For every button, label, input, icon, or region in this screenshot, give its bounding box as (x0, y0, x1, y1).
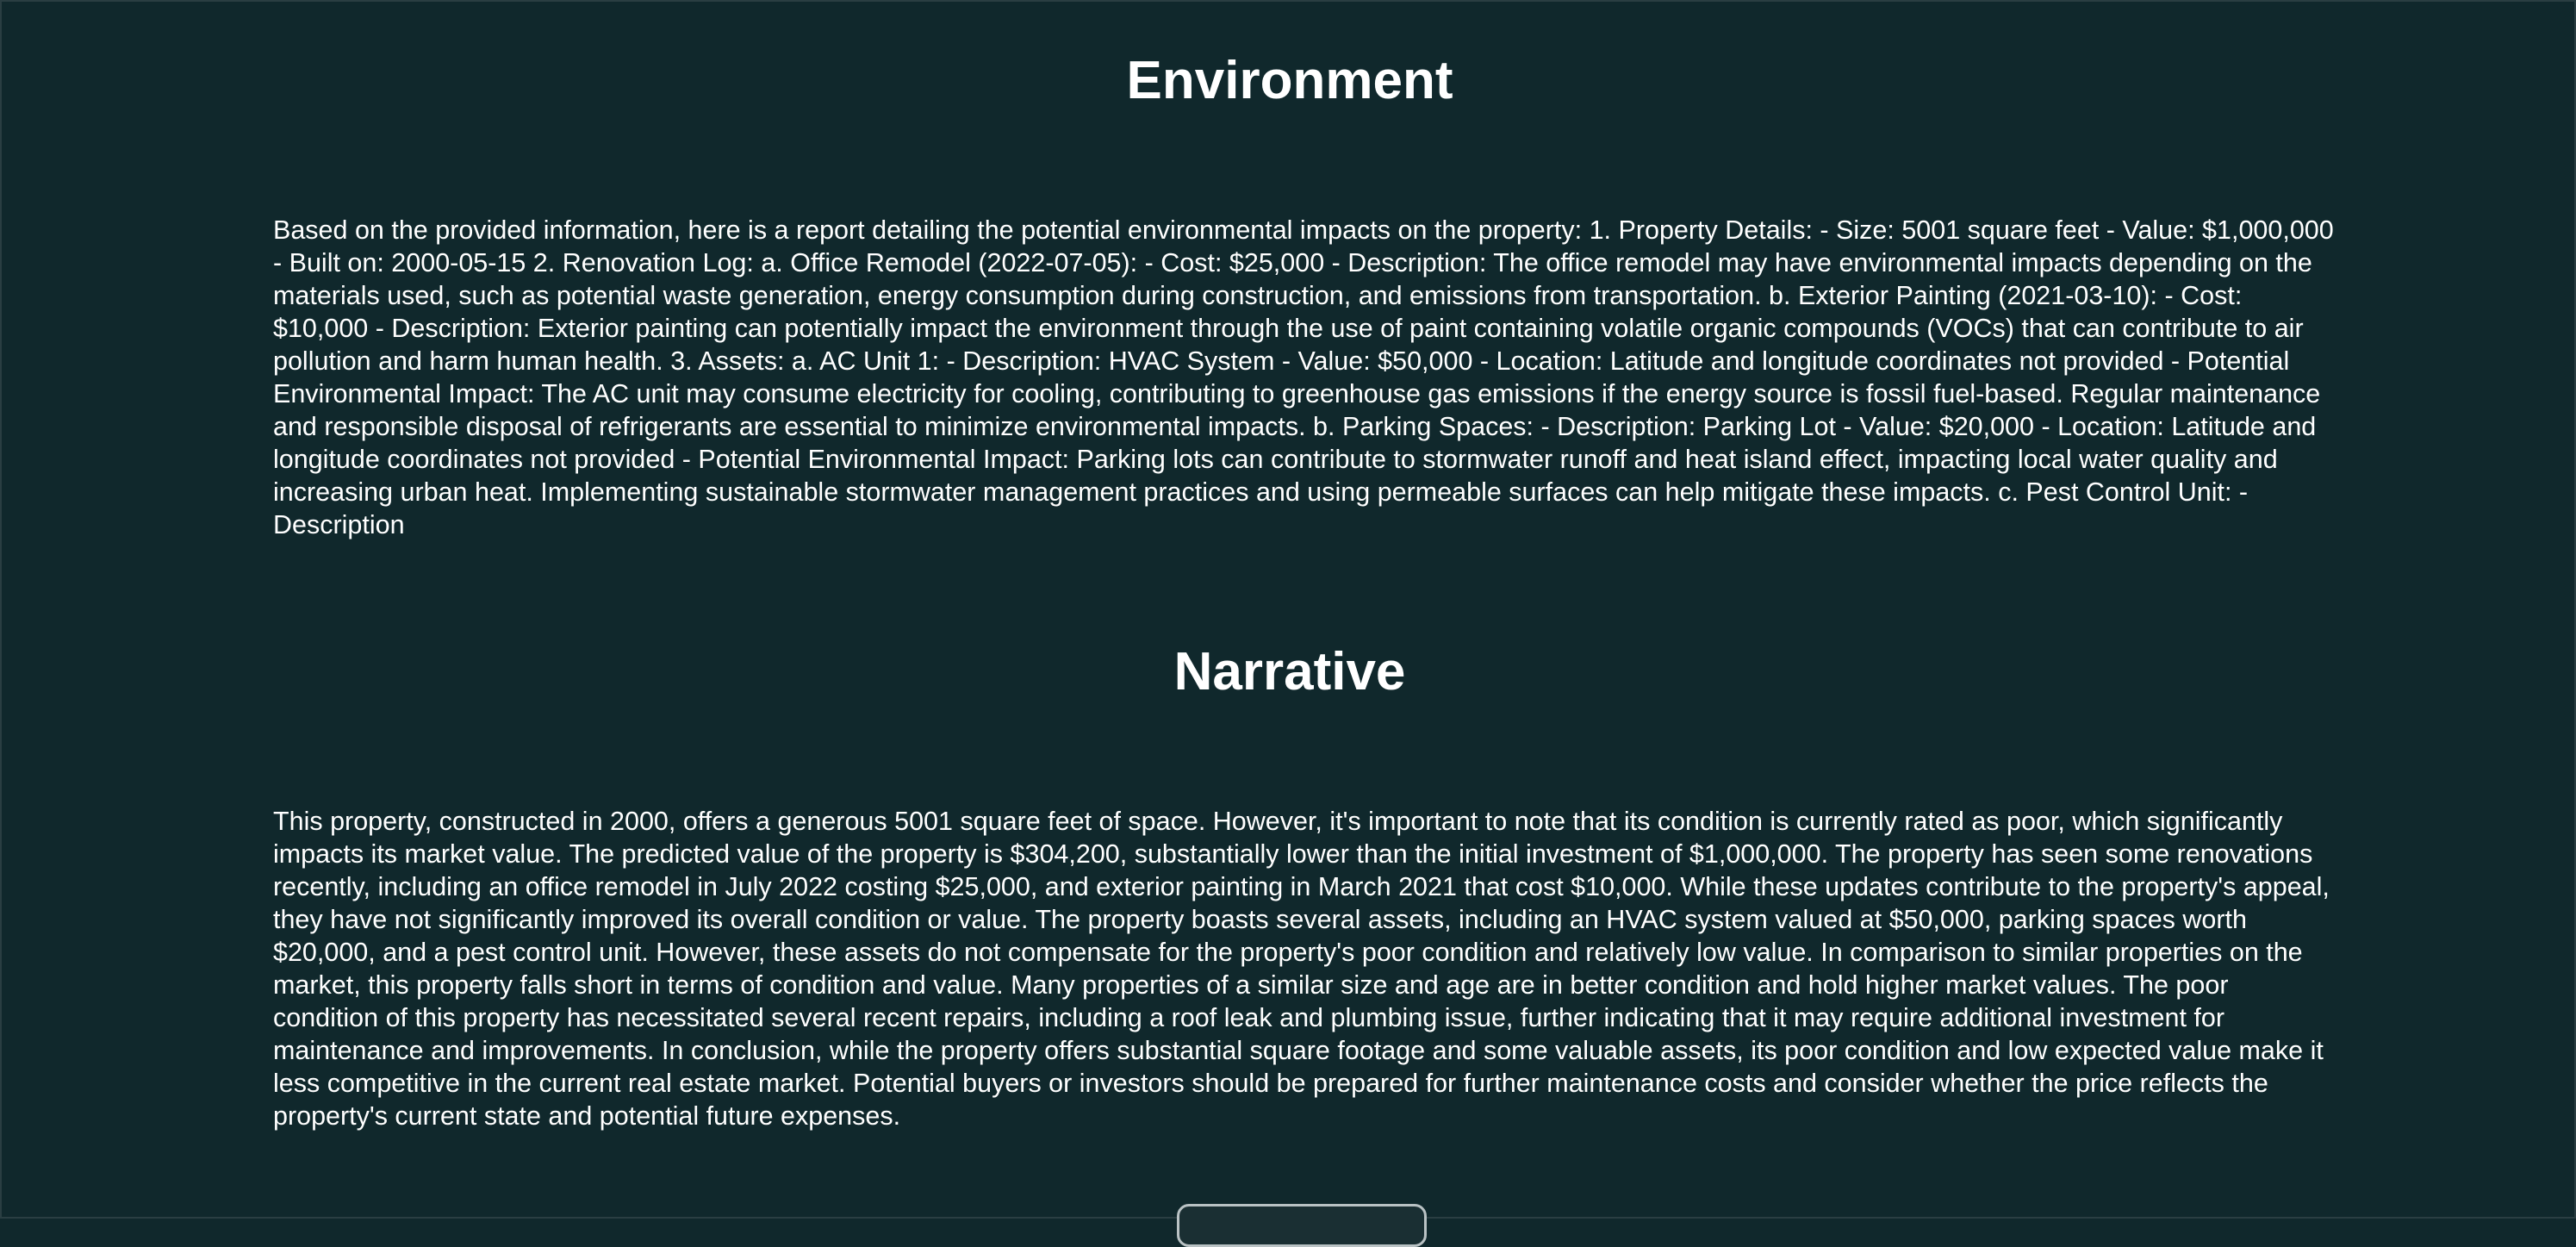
narrative-text: This property, constructed in 2000, offers a generous 5001 square feet of space. However, it's important to note that its condition is currently rated as poor, which significantly impacts its market value. The predicted value of the property is $304,200, substantially lower than the initial investment of $1,000,000. The property has seen some renovations recently, including an office remodel in July 2022 costing $25,000, and exterior painting in March 2021 that cost $10,000. While these updates contribute to the property's appeal, they have not significantly improved its overall condition or value. The property boasts several assets, including an HVAC system valued at $50,000, parking spaces worth $20,000, and a pest control unit. However, these assets do not compensate for the property's poor condition and relatively low value. In comparison to similar properties on the market, this property falls short in terms of condition and value. Many properties of a similar size and age are in better condition and hold higher market values. The poor condition of this property has necessitated several recent repairs, including a roof leak and plumbing issue, further indicating that it may require additional investment for maintenance and improvements. In conclusion, while the property offers substantial square footage and some valuable assets, its poor condition and low expected value make it less competitive in the current real estate market. Potential buyers or investors should be prepared for further maintenance costs and consider whether the price reflects the property's current state and potential future expenses. (273, 807, 2330, 1131)
narrative-title: Narrative (1173, 642, 1406, 701)
partially-visible-button[interactable] (1177, 1204, 1427, 1247)
environment-title: Environment (1126, 51, 1453, 110)
environment-report-text: Based on the provided information, here is a report detailing the potential environmental impacts on the property: 1. Property Details: - Size: 5001 square feet - Value: $1,000,000 - Built on: 2000-05-15 2. Renovation Log: a. Office Remodel (2022-07-05): - Cost: $25,000 - Description: The office remodel may have environmental impacts depending on the materials used, such as potential waste generation, energy consumption during construction, and emissions from transportation. b. Exterior Painting (2021-03-10): - Cost: $10,000 - Description: Exterior painting can potentially impact the environment through the use of paint containing volatile organic compounds (VOCs) that can contribute to air pollution and harm human health. 3. Assets: a. AC Unit 1: - Description: HVAC System - Value: $50,000 - Location: Latitude and longitude coordinates not provided - Potential Environmental Impact: The AC unit may consume electricity for cooling, contributing to greenhouse gas emissions if the energy source is fossil fuel-based. Regular maintenance and responsible disposal of refrigerants are essential to minimize environmental impacts. b. Parking Spaces: - Description: Parking Lot - Value: $20,000 - Location: Latitude and longitude coordinates not provided - Potential Environmental Impact: Parking lots can contribute to stormwater runoff and heat island effect, impacting local water quality and increasing urban heat. Implementing sustainable stormwater management practices and using permeable surfaces can help mitigate these impacts. c. Pest Control Unit: - Description (273, 215, 2334, 539)
